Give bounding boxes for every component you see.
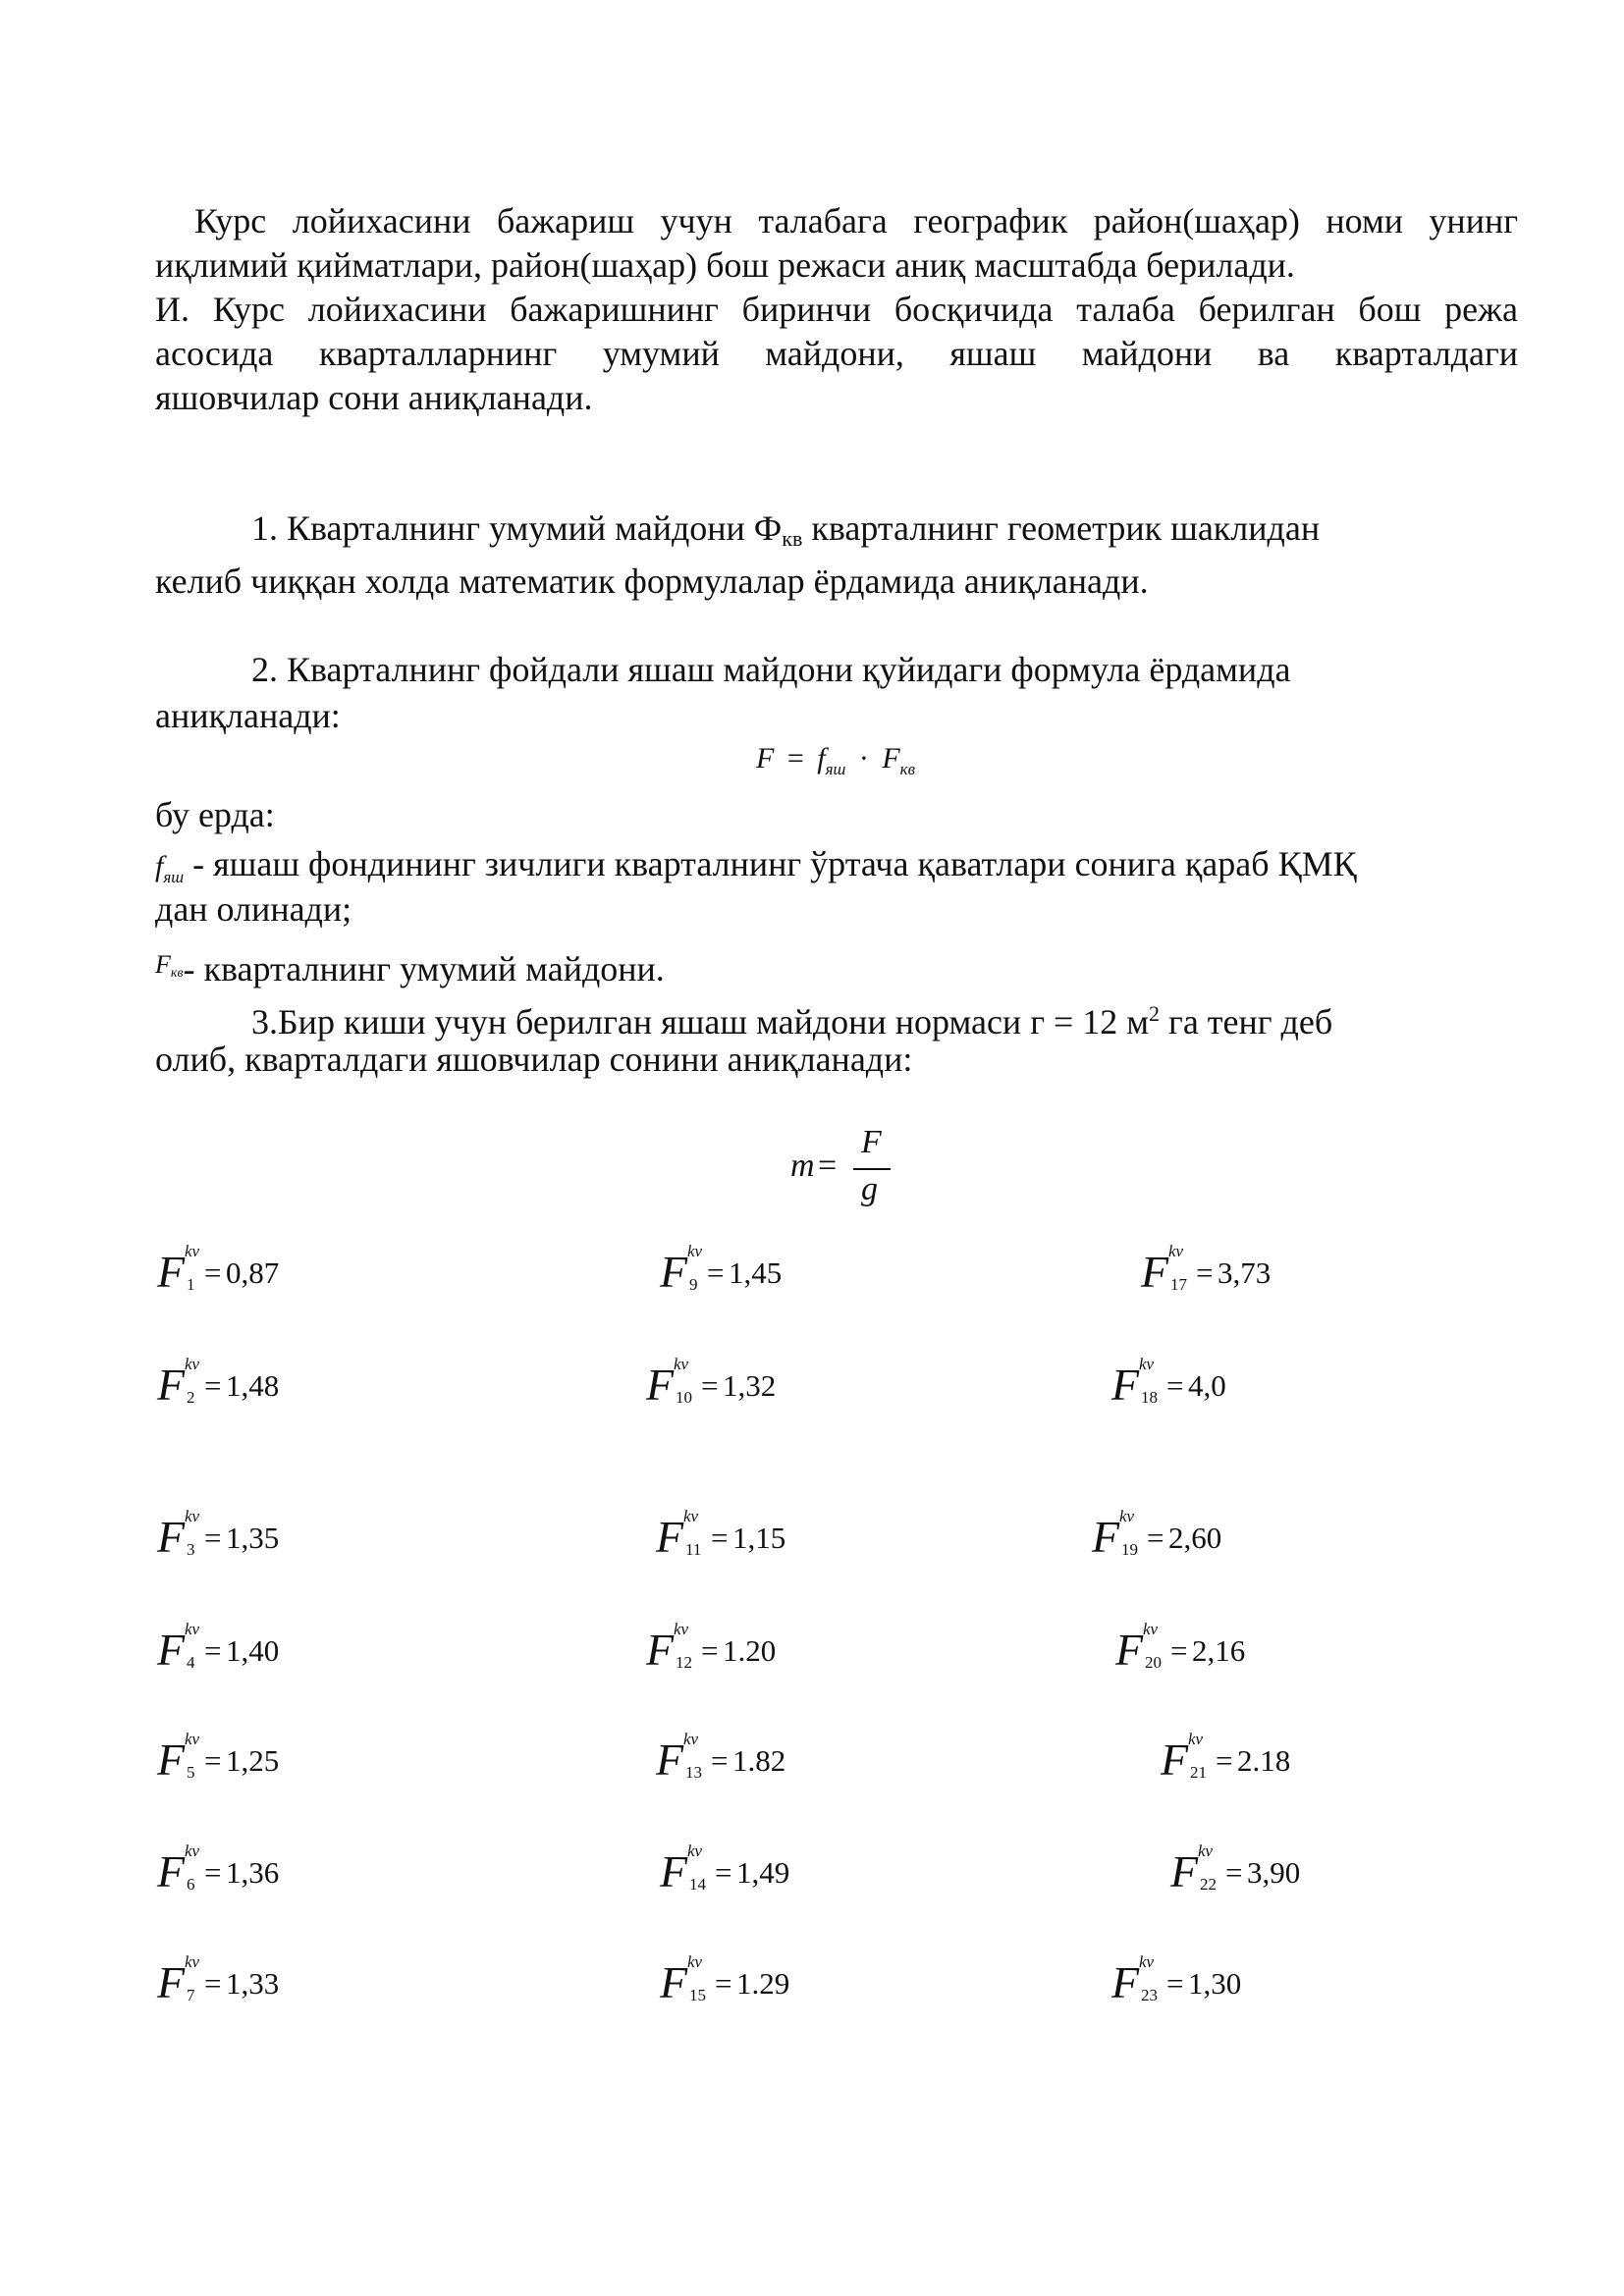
quarter-index: 17 (1170, 1275, 1187, 1294)
quarter-area-value: 1,49 (736, 1855, 790, 1890)
quarter-area-item (1111, 1952, 1308, 2021)
formula-equals: = (818, 1148, 838, 1184)
quarter-index: 22 (1200, 1875, 1217, 1894)
residents-formula (790, 1124, 898, 1212)
quarter-area-value: 3,90 (1247, 1855, 1301, 1890)
quarter-area-item (157, 1952, 353, 2021)
intro-line-4: асосида кварталларнинг умумий майдони, яшаш майдони ва кварталдаги (155, 334, 1518, 373)
equals-sign: = (711, 1743, 729, 1778)
equals-sign: = (711, 1521, 729, 1555)
definition-fkv-symbol: F (155, 950, 171, 979)
quarter-index: 2 (187, 1388, 195, 1407)
item1-line-2: келиб чиққан холда математик формулалар ёрдамида аниқланади. (155, 561, 1149, 601)
area-superscript: kv (185, 1842, 200, 1860)
area-symbol: F (157, 1846, 186, 1896)
quarter-index: 6 (187, 1875, 195, 1894)
quarter-area-value: 1,32 (723, 1368, 777, 1403)
area-symbol: F (646, 1625, 675, 1675)
formula-numerator: F (861, 1124, 882, 1160)
area-superscript: kv (1143, 1620, 1159, 1638)
quarter-area-value: 1,45 (729, 1255, 783, 1290)
area-symbol: F (1111, 1957, 1140, 2007)
quarter-area-value: 1.82 (732, 1743, 786, 1778)
area-symbol: F (660, 1957, 688, 2007)
area-symbol: F (157, 1625, 186, 1675)
equals-sign: = (1166, 1966, 1184, 2001)
area-superscript: kv (185, 1507, 200, 1525)
equals-sign: = (1147, 1521, 1164, 1555)
item2-line-1: 2. Кварталнинг фойдали яшаш майдони қуйидаги формула ёрдамида (251, 650, 1291, 689)
area-superscript: kv (1139, 1355, 1155, 1373)
quarter-area-item (646, 1355, 842, 1423)
quarter-area-value: 1.20 (723, 1633, 777, 1668)
definition-f-line-2: дан олинади; (155, 889, 352, 929)
item3-superscript: 2 (1149, 1001, 1161, 1026)
area-superscript: kv (1139, 1952, 1155, 1971)
area-symbol: F (157, 1247, 186, 1297)
equals-sign: = (701, 1368, 719, 1403)
area-symbol: F (656, 1512, 684, 1562)
definition-f-symbol: f (155, 850, 164, 882)
quarter-index: 13 (685, 1763, 702, 1782)
area-superscript: kv (674, 1620, 689, 1638)
quarter-area-value: 1,33 (226, 1966, 280, 2001)
equals-sign: = (204, 1855, 222, 1890)
quarter-index: 15 (689, 1986, 706, 2004)
quarter-index: 20 (1145, 1653, 1162, 1672)
area-superscript: kv (185, 1620, 200, 1638)
area-symbol: F (1170, 1846, 1199, 1896)
quarter-area-value: 1,48 (226, 1368, 280, 1403)
quarter-index: 3 (187, 1540, 195, 1559)
quarter-area-value: 1,35 (226, 1521, 280, 1555)
area-symbol: F (157, 1512, 186, 1562)
intro-paragraph (155, 199, 1518, 420)
area-symbol: F (660, 1247, 688, 1297)
equals-sign: = (701, 1633, 719, 1668)
item1-subscript: кв (782, 526, 803, 551)
quarter-area-value: 2,60 (1168, 1521, 1222, 1555)
quarter-area-item (1115, 1620, 1312, 1688)
area-superscript: kv (1188, 1730, 1204, 1748)
area-superscript: kv (683, 1507, 699, 1525)
area-symbol: F (1111, 1360, 1140, 1410)
area-superscript: kv (1198, 1842, 1214, 1860)
equals-sign: = (1225, 1855, 1243, 1890)
quarter-area-value: 1,30 (1188, 1966, 1242, 2001)
item3-line-2: олиб, кварталдаги яшовчилар сонини аниқланади: (155, 1040, 913, 1079)
equals-sign: = (204, 1743, 222, 1778)
equals-sign: = (707, 1255, 725, 1290)
quarter-area-item (660, 1242, 856, 1310)
quarter-area-item (656, 1730, 852, 1798)
area-superscript: kv (185, 1355, 200, 1373)
area-superscript: kv (687, 1242, 703, 1260)
area-superscript: kv (1168, 1242, 1184, 1260)
quarter-area-item (157, 1242, 353, 1310)
area-symbol: F (1115, 1625, 1144, 1675)
quarter-area-value: 1,15 (732, 1521, 786, 1555)
area-symbol: F (1161, 1735, 1189, 1785)
formula-m: m (790, 1148, 815, 1184)
area-symbol: F (1141, 1247, 1169, 1297)
quarter-area-item (157, 1730, 353, 1798)
area-symbol: F (1092, 1512, 1120, 1562)
area-superscript: kv (674, 1355, 689, 1373)
equals-sign: = (1196, 1255, 1214, 1290)
quarter-area-item (1092, 1507, 1288, 1575)
area-superscript: kv (687, 1952, 703, 1971)
quarter-area-value: 3,73 (1218, 1255, 1272, 1290)
quarter-area-value: 0,87 (226, 1255, 280, 1290)
area-superscript: kv (683, 1730, 699, 1748)
area-symbol: F (656, 1735, 684, 1785)
intro-line-3: И. Курс лойихасини бажаришнинг биринчи босқичида талаба берилган бош режа (155, 290, 1518, 329)
area-superscript: kv (185, 1242, 200, 1260)
quarter-index: 19 (1121, 1540, 1138, 1559)
equals-sign: = (204, 1255, 222, 1290)
intro-line-2: иқлимий қийматлари, район(шаҳар) бош режаси аниқ масштабда берилади. (155, 245, 1295, 285)
quarter-index: 23 (1141, 1986, 1158, 2004)
formula-denominator: g (861, 1171, 878, 1207)
quarter-area-item (1170, 1842, 1367, 1910)
quarter-area-item (1161, 1730, 1357, 1798)
area-symbol: F (157, 1735, 186, 1785)
quarter-area-value: 1,40 (226, 1633, 280, 1668)
quarter-index: 1 (187, 1275, 195, 1294)
quarter-area-item (157, 1842, 353, 1910)
where-label: бу ерда: (155, 795, 275, 834)
quarter-area-item (646, 1620, 842, 1688)
area-symbol: F (660, 1846, 688, 1896)
quarter-index: 5 (187, 1763, 195, 1782)
quarter-index: 4 (187, 1653, 195, 1672)
quarter-area-item (157, 1355, 353, 1423)
item1-line-1: 1. Кварталнинг умумий майдони Фкв кварталнинг геометрик шаклидан (251, 508, 1321, 551)
area-superscript: kv (185, 1952, 200, 1971)
definition-fkv-line: $^{Fкв}$- кварталнинг умумий майдони. (155, 949, 665, 988)
intro-line-5: яшовчилар сони аниқланади. (155, 378, 593, 417)
quarter-index: 21 (1190, 1763, 1207, 1782)
quarter-index: 7 (187, 1986, 195, 2004)
quarter-area-item (656, 1507, 852, 1575)
equals-sign: = (1170, 1633, 1188, 1668)
intro-line-1: Курс лойихасини бажариш учун талабага географик район(шаҳар) номи унинг (194, 201, 1518, 240)
equals-sign: = (715, 1966, 732, 2001)
equals-sign: = (204, 1368, 222, 1403)
quarter-area-value: 1,25 (226, 1743, 280, 1778)
equals-sign: = (1216, 1743, 1233, 1778)
quarter-area-value: 1.29 (736, 1966, 790, 2001)
equals-sign: = (1166, 1368, 1184, 1403)
quarter-area-item (157, 1507, 353, 1575)
area-symbol: F (157, 1360, 186, 1410)
equals-sign: = (715, 1855, 732, 1890)
item3-line-1: 3.Бир киши учун берилган яшаш майдони нормаси г = 12 $м^2$ га тенг деб (251, 1001, 1333, 1041)
quarter-area-value: 2.18 (1237, 1743, 1291, 1778)
equals-sign: = (204, 1521, 222, 1555)
quarter-area-item (660, 1952, 856, 2021)
area-symbol: F (646, 1360, 675, 1410)
quarter-area-value: 4,0 (1188, 1368, 1226, 1403)
quarter-index: 18 (1141, 1388, 1158, 1407)
quarter-area-item (660, 1842, 856, 1910)
living-area-formula: $F = f_{яш} \cdot F_{кв}$ (756, 742, 916, 778)
quarter-index: 12 (676, 1653, 692, 1672)
quarter-index: 10 (676, 1388, 692, 1407)
quarter-index: 14 (689, 1875, 706, 1894)
area-superscript: kv (687, 1842, 703, 1860)
quarter-area-item (1111, 1355, 1308, 1423)
quarter-index: 9 (689, 1275, 698, 1294)
equals-sign: = (204, 1633, 222, 1668)
quarter-index: 11 (685, 1540, 702, 1559)
quarter-area-value: 1,36 (226, 1855, 280, 1890)
equals-sign: = (204, 1966, 222, 2001)
definition-f-line-1: $f_{яш}$ - яшаш фондининг зичлиги кварталнинг ўртача қаватлари сонига қараб ҚМҚ (155, 844, 1357, 886)
quarter-area-item (157, 1620, 353, 1688)
area-superscript: kv (185, 1730, 200, 1748)
area-symbol: F (157, 1957, 186, 2007)
quarter-area-value: 2,16 (1192, 1633, 1246, 1668)
item2-line-2: аниқланади: (155, 696, 341, 735)
area-superscript: kv (1119, 1507, 1135, 1525)
quarter-area-item (1141, 1242, 1337, 1310)
